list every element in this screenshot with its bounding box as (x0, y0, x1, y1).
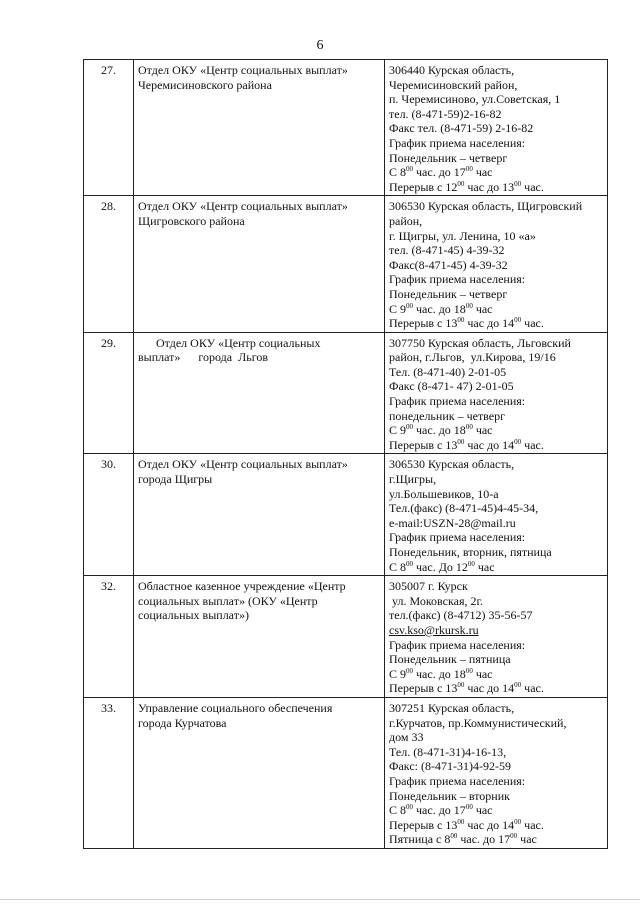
offices-table (83, 59, 608, 849)
contact-line: e-mail:USZN-28@mail.ru (389, 515, 516, 530)
table-row (84, 196, 608, 332)
minutes-superscript: 00 (514, 681, 522, 690)
contact-line: 306530 Курская область, (389, 457, 515, 472)
contact-line: 307750 Курская область, Льговский (389, 335, 571, 350)
minutes-superscript: 00 (406, 423, 414, 432)
office-name (134, 196, 385, 332)
office-contacts (385, 60, 608, 196)
contact-line: График приема населения: (389, 272, 526, 287)
contact-line: Понедельник – пятница (389, 652, 511, 667)
office-name (134, 332, 385, 454)
schedule-text: час. до 17 (413, 165, 466, 180)
minutes-superscript: 00 (465, 165, 473, 174)
minutes-superscript: 00 (465, 803, 473, 812)
row-number: 29. (84, 332, 134, 454)
minutes-superscript: 00 (406, 666, 414, 675)
minutes-superscript: 00 (514, 437, 522, 446)
office-name-line: Щигровского района (138, 213, 245, 228)
office-contacts (385, 697, 608, 848)
schedule-line (389, 818, 603, 833)
contact-line: 305007 г. Курск (389, 579, 468, 594)
contact-line: понедельник – четверг (389, 408, 506, 423)
office-name (134, 60, 385, 196)
office-contacts (385, 454, 608, 576)
minutes-superscript: 00 (450, 832, 458, 841)
schedule-line (389, 667, 603, 682)
schedule-line (389, 560, 603, 575)
contact-line: Понедельник – четверг (389, 150, 508, 165)
contact-line: Понедельник – вторник (389, 788, 510, 803)
schedule-text: час до 14 (464, 437, 515, 452)
minutes-superscript: 00 (465, 423, 473, 432)
office-contacts (385, 332, 608, 454)
schedule-line (389, 316, 603, 331)
schedule-text: час. до 17 (457, 832, 511, 847)
office-name-line: Областное казенное учреждение «Центр (138, 579, 346, 594)
contact-line: 306440 Курская область, (389, 63, 515, 77)
minutes-superscript: 00 (514, 316, 522, 325)
offices-table-body (84, 60, 608, 849)
contact-line: тел. (8-471-45) 4-39-32 (389, 243, 505, 258)
schedule-line (389, 832, 603, 847)
schedule-text: час (474, 559, 495, 574)
schedule-line (389, 180, 603, 195)
schedule-text: час. до 18 (413, 666, 466, 681)
contact-line: ул. Моковская, 2г. (389, 593, 484, 608)
minutes-superscript: 00 (406, 165, 414, 174)
contact-line: График приема населения: (389, 773, 526, 788)
schedule-line (389, 302, 603, 317)
minutes-superscript: 00 (406, 559, 414, 568)
schedule-text: час. (521, 316, 544, 331)
schedule-text: час. (521, 681, 544, 696)
office-name-line: Управление социального обеспечения (138, 700, 333, 715)
office-name-line: Черемисиновского района (138, 77, 272, 92)
minutes-superscript: 00 (457, 316, 465, 325)
minutes-superscript: 00 (514, 179, 522, 188)
row-number: 32. (84, 576, 134, 698)
schedule-text: Перерыв с 13 (389, 437, 458, 452)
schedule-text: час. (521, 179, 544, 194)
schedule-text: час (517, 832, 537, 847)
schedule-text: Перерыв с 13 (389, 681, 458, 696)
schedule-text: С 9 (389, 423, 407, 438)
row-number: 33. (84, 697, 134, 848)
minutes-superscript: 00 (467, 559, 475, 568)
schedule-line (389, 165, 603, 180)
contact-line: тел. (8-471-59)2-16-82 (389, 106, 502, 121)
office-contacts (385, 196, 608, 332)
office-name-line: Отдел ОКУ «Центр социальных выплат» (138, 63, 348, 77)
schedule-text: час. до 18 (413, 301, 466, 316)
contact-line: График приема населения: (389, 530, 526, 545)
scan-edge-line (0, 899, 640, 900)
minutes-superscript: 00 (510, 832, 518, 841)
schedule-text: час (472, 803, 493, 818)
office-name (134, 697, 385, 848)
office-contacts (385, 576, 608, 698)
schedule-text: час до 14 (464, 681, 515, 696)
contact-line: дом 33 (389, 730, 424, 745)
contact-line: Понедельник, вторник, пятница (389, 545, 552, 559)
schedule-text: Перерыв с 13 (389, 817, 458, 832)
minutes-superscript: 00 (406, 803, 414, 812)
schedule-text: час до 14 (464, 316, 515, 331)
minutes-superscript: 00 (465, 301, 473, 310)
contact-line: График приема населения: (389, 135, 526, 150)
contact-line: Тел.(факс) (8-471-45)4-45-34, (389, 501, 539, 516)
table-row (84, 332, 608, 454)
schedule-text: С 9 (389, 301, 407, 316)
office-name-line: города Щигры (138, 472, 213, 487)
contact-line: Черемисиновский район, (389, 77, 518, 92)
office-name-line: Отдел ОКУ «Центр социальных выплат» (138, 199, 348, 214)
contact-line: Понедельник – четверг (389, 286, 508, 301)
contact-line: Тел. (8-471-40) 2-01-05 (389, 364, 507, 379)
schedule-text: С 8 (389, 165, 407, 180)
schedule-text: час (472, 423, 493, 438)
office-name-line: социальных выплат») (138, 608, 249, 623)
table-row (84, 697, 608, 848)
contact-line: г.Щигры, (389, 472, 437, 487)
schedule-text: Перерыв с 13 (389, 316, 458, 331)
schedule-text: Перерыв с 12 (389, 179, 458, 194)
contact-line: ул.Большевиков, 10-а (389, 486, 499, 501)
schedule-text: С 8 (389, 803, 407, 818)
schedule-text: час. (521, 437, 544, 452)
table-row (84, 576, 608, 698)
schedule-text: час (472, 165, 493, 180)
minutes-superscript: 00 (406, 301, 414, 310)
minutes-superscript: 00 (457, 817, 465, 826)
schedule-text: С 9 (389, 666, 407, 681)
minutes-superscript: 00 (514, 817, 522, 826)
schedule-text: час. До 12 (413, 559, 468, 574)
schedule-text: час (472, 666, 493, 681)
schedule-text: час. до 18 (413, 423, 466, 438)
minutes-superscript: 00 (457, 437, 465, 446)
minutes-superscript: 00 (465, 666, 473, 675)
schedule-line (389, 681, 603, 696)
table-row (84, 60, 608, 196)
contact-line: Факс (8-471- 47) 2-01-05 (389, 379, 514, 394)
schedule-text: час до 13 (464, 179, 515, 194)
contact-line: г.Курчатов, пр.Коммунистический, (389, 715, 567, 730)
schedule-line (389, 423, 603, 438)
office-name (134, 454, 385, 576)
contact-line: Факс(8-471-45) 4-39-32 (389, 257, 508, 272)
contact-line: район, г.Льгов, ул.Кирова, 19/16 (389, 350, 556, 365)
schedule-text: Пятница с 8 (389, 832, 451, 847)
row-number: 28. (84, 196, 134, 332)
office-name-line: выплат» города Льгов (138, 350, 269, 365)
minutes-superscript: 00 (457, 681, 465, 690)
schedule-text: час. до 17 (413, 803, 466, 818)
schedule-text: С 8 (389, 559, 407, 574)
schedule-text: час. (521, 817, 544, 832)
office-name (134, 576, 385, 698)
contact-line: район, (389, 213, 423, 228)
table-row (84, 454, 608, 576)
contact-line: Тел. (8-471-31)4-16-13, (389, 744, 507, 759)
row-number: 27. (84, 60, 134, 196)
contact-line: График приема населения: (389, 394, 526, 409)
contact-line: Факс: (8-471-31)4-92-59 (389, 759, 511, 774)
row-number: 30. (84, 454, 134, 576)
office-name-line: Отдел ОКУ «Центр социальных (156, 335, 321, 350)
office-name-line: социальных выплат» (ОКУ «Центр (138, 593, 318, 608)
email-link[interactable]: csv.kso@rkursk.ru (389, 622, 479, 637)
office-name-line: города Курчатова (138, 715, 227, 730)
contact-line: 306530 Курская область, Щигровский (389, 199, 583, 214)
contact-line: 307251 Курская область, (389, 700, 515, 715)
contact-line: Факс тел. (8-471-59) 2-16-82 (389, 121, 534, 136)
schedule-line (389, 803, 603, 818)
minutes-superscript: 00 (457, 179, 465, 188)
page-number: 6 (316, 38, 324, 53)
contact-line: г. Щигры, ул. Ленина, 10 «а» (389, 228, 536, 243)
office-name-line: Отдел ОКУ «Центр социальных выплат» (138, 457, 348, 472)
contact-line: График приема населения: (389, 637, 526, 652)
contact-line: п. Черемисиново, ул.Советская, 1 (389, 92, 561, 107)
schedule-line (389, 438, 603, 453)
contact-line: тел.(факс) (8-4712) 35-56-57 (389, 608, 533, 623)
schedule-text: час до 14 (464, 817, 515, 832)
schedule-text: час (472, 301, 493, 316)
